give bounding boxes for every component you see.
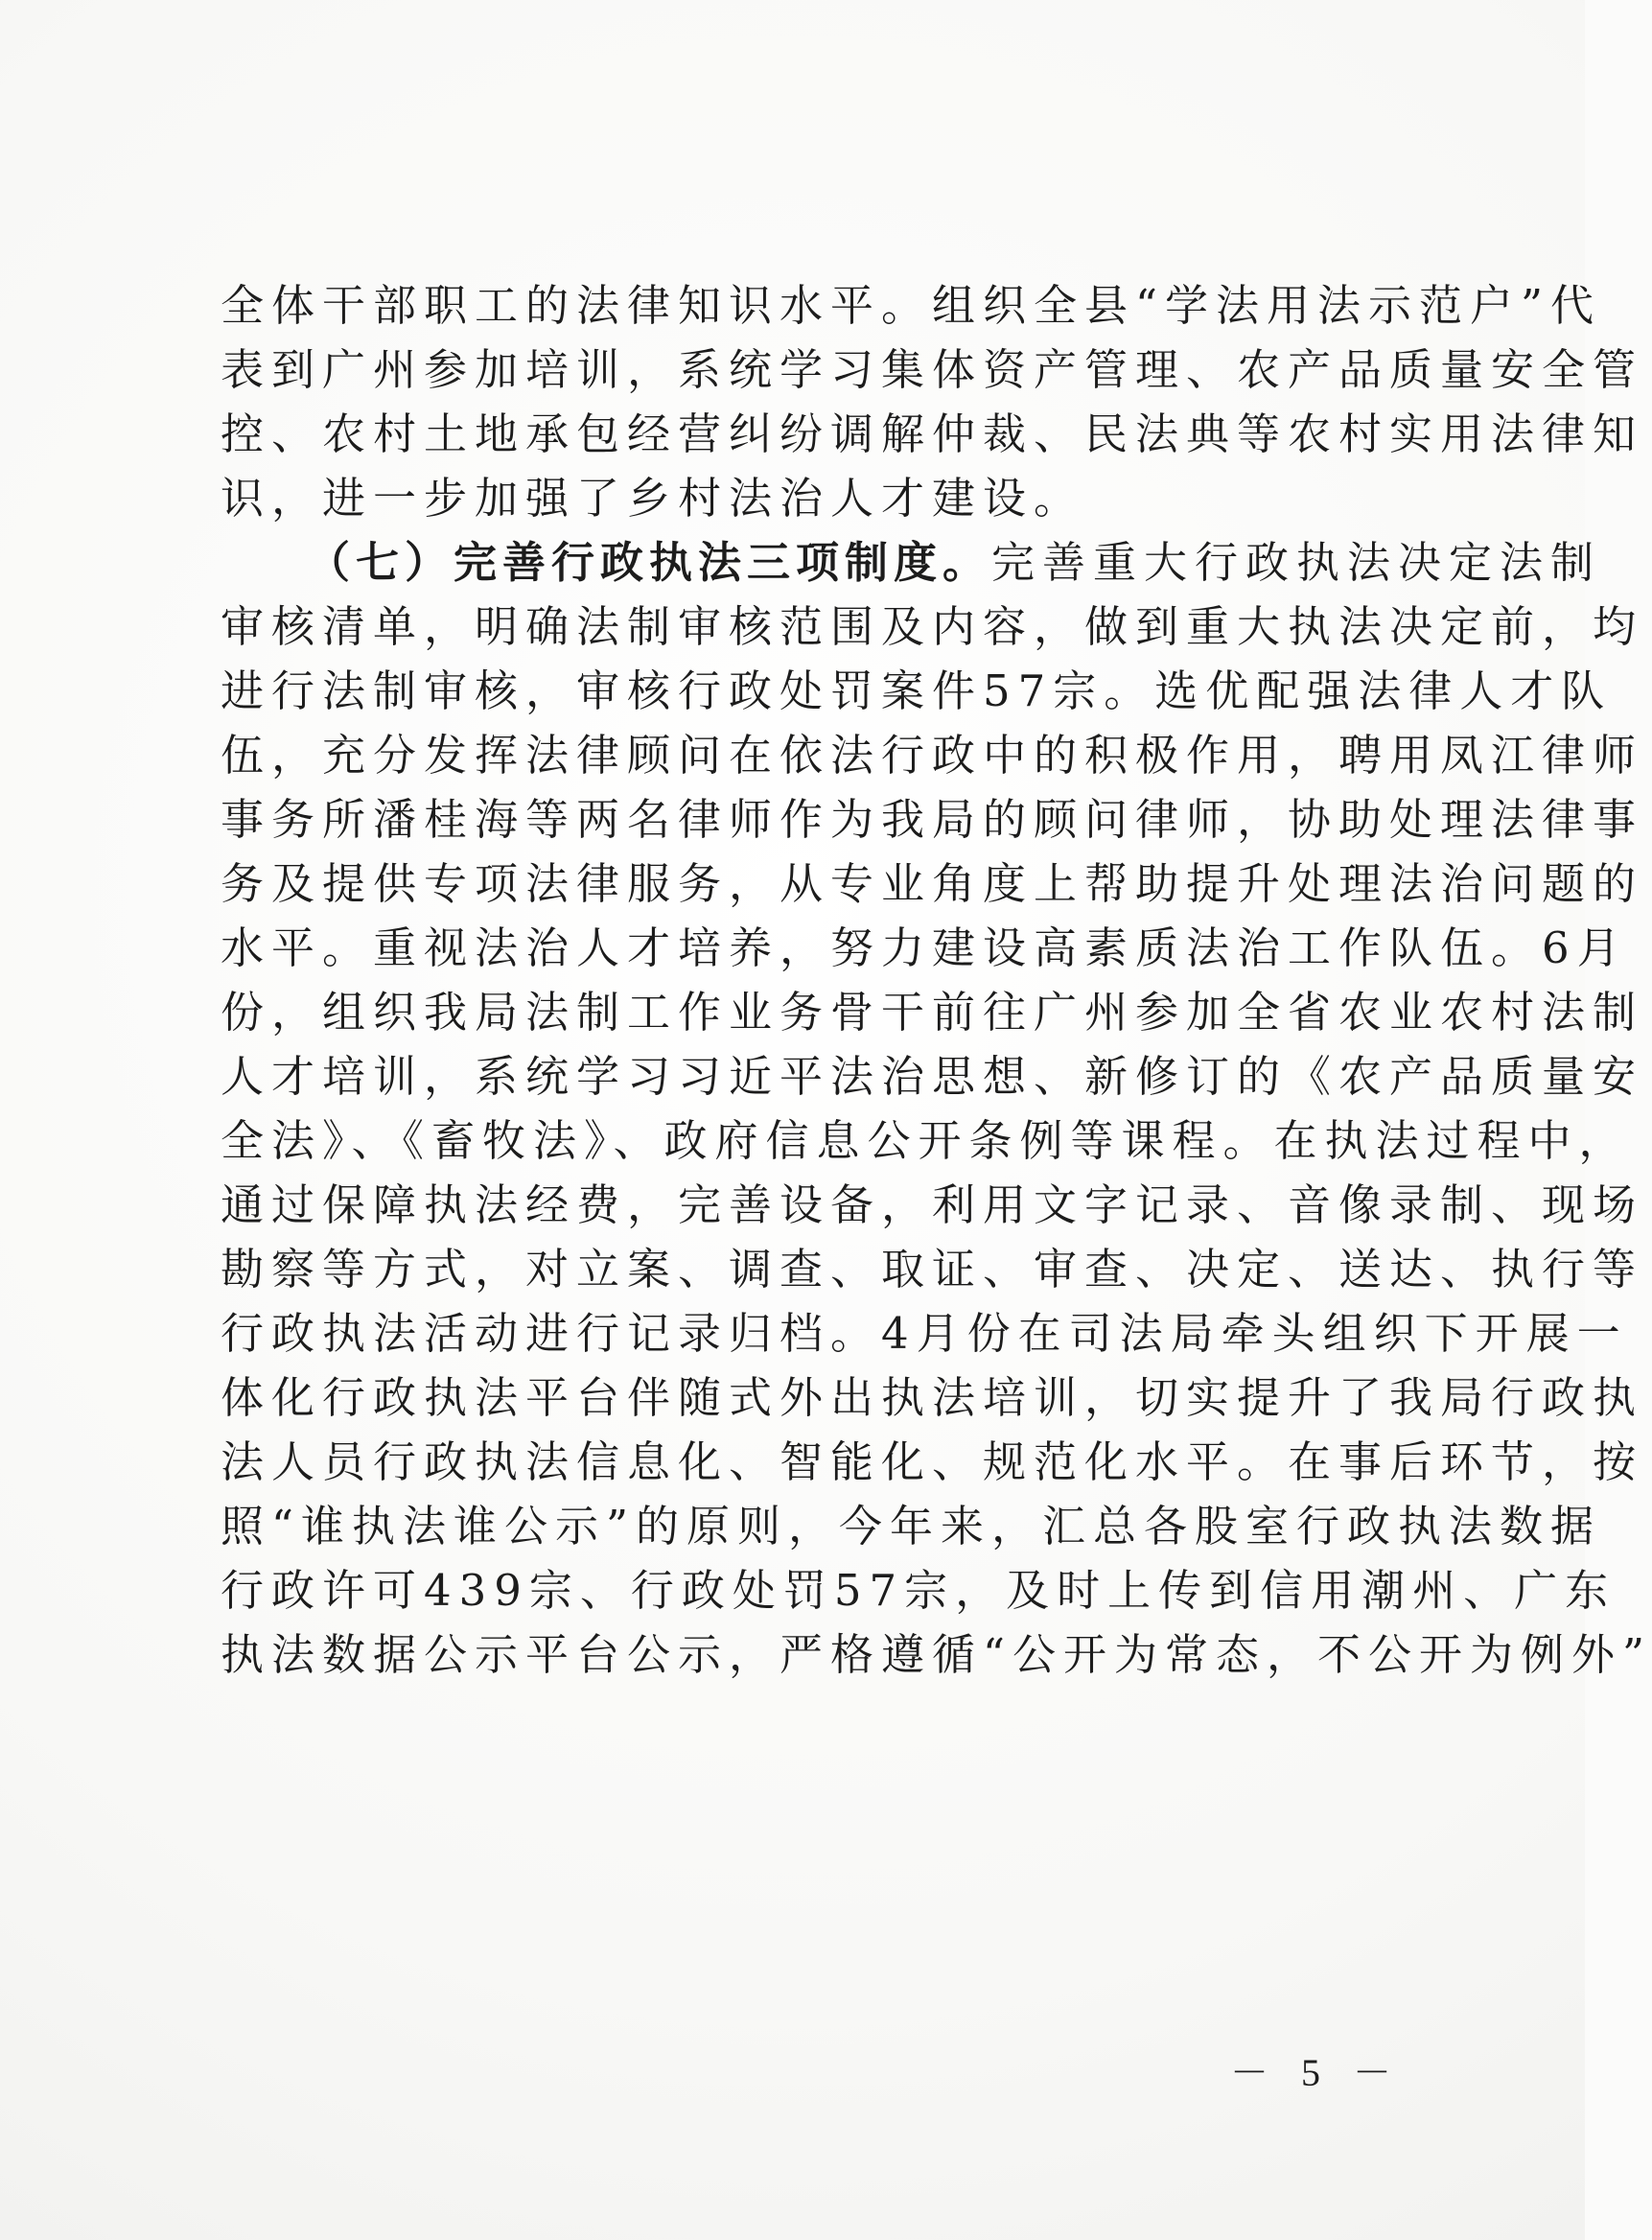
text-line: 审核清单，明确法制审核范围及内容，做到重大执法决定前，均 — [221, 601, 1644, 652]
section-heading: （七）完善行政执法三项制度。 — [307, 537, 992, 588]
text-line: 行政执法活动进行记录归档。4月份在司法局牵头组织下开展一 — [221, 1308, 1628, 1359]
text-line: 务及提供专项法律服务，从专业角度上帮助提升处理法治问题的 — [221, 858, 1644, 909]
text-line: 全体干部职工的法律知识水平。组织全县“学法用法示范户”代 — [221, 280, 1602, 331]
text-line: 勘察等方式，对立案、调查、取证、审查、决定、送达、执行等 — [221, 1244, 1644, 1295]
section-heading-line — [221, 530, 1602, 595]
text-line: 识，进一步加强了乡村法治人才建设。 — [221, 473, 1085, 524]
text-line: 进行法制审核，审核行政处罚案件57宗。选优配强法律人才队 — [221, 665, 1613, 716]
text-line: 全法》、《畜牧法》、政府信息公开条例等课程。在执法过程中， — [221, 1115, 1630, 1166]
body-text — [221, 273, 1652, 1687]
section-heading-rest: 完善重大行政执法决定法制 — [991, 537, 1602, 588]
text-line: 照“谁执法谁公示”的原则，今年来，汇总各股室行政执法数据 — [221, 1501, 1602, 1552]
text-line: 表到广州参加培训，系统学习集体资产管理、农产品质量安全管 — [221, 344, 1644, 395]
text-line: 行政许可439宗、行政处罚57宗，及时上传到信用潮州、广东 — [221, 1565, 1617, 1616]
text-line: 通过保障执法经费，完善设备，利用文字记录、音像录制、现场 — [221, 1179, 1644, 1230]
text-line: 体化行政执法平台伴随式外出执法培训，切实提升了我局行政执 — [221, 1372, 1644, 1423]
text-line: 法人员行政执法信息化、智能化、规范化水平。在事后环节，按 — [221, 1436, 1644, 1487]
text-line: 控、农村土地承包经营纠纷调解仲裁、民法典等农村实用法律知 — [221, 408, 1644, 459]
text-line: 水平。重视法治人才培养，努力建设高素质法治工作队伍。6月 — [221, 922, 1628, 973]
text-line: 伍，充分发挥法律顾问在依法行政中的积极作用，聘用凤江律师 — [221, 730, 1644, 781]
page-number: － 5 － — [1230, 2051, 1403, 2094]
text-line: 执法数据公示平台公示，严格遵循“公开为常态，不公开为例外” — [221, 1629, 1652, 1680]
text-line: 事务所潘桂海等两名律师作为我局的顾问律师，协助处理法律事 — [221, 794, 1644, 845]
text-line: 人才培训，系统学习习近平法治思想、新修订的《农产品质量安 — [221, 1051, 1644, 1102]
text-line: 份，组织我局法制工作业务骨干前往广州参加全省农业农村法制 — [221, 987, 1644, 1038]
